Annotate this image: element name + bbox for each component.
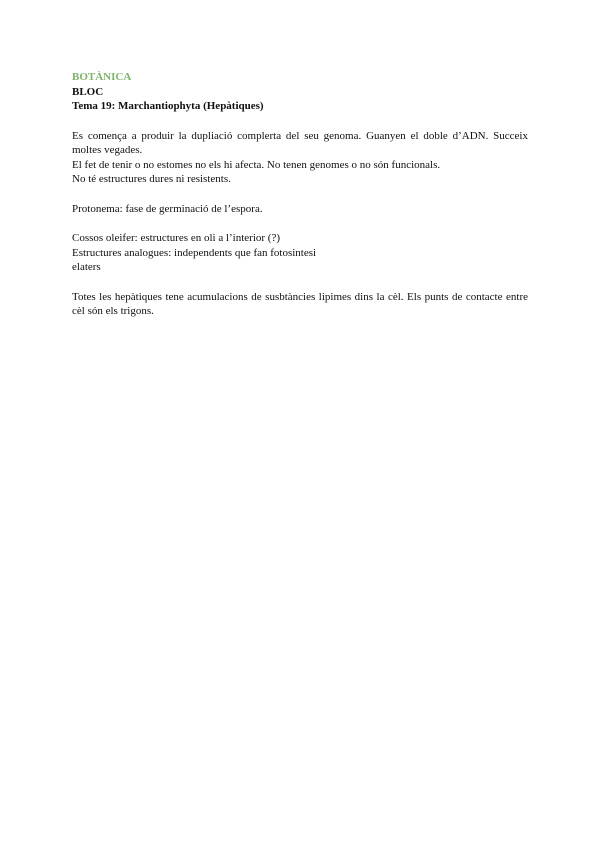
spacer xyxy=(72,216,528,231)
spacer xyxy=(72,187,528,202)
spacer xyxy=(72,275,528,290)
spacer xyxy=(72,114,528,129)
paragraph-genome-duplication: Es comença a produir la dupliació complerta del seu genoma. Guanyen el doble d’ADN. Succeix moltes vegades. xyxy=(72,129,528,156)
paragraph-oil-bodies: Cossos oleifer: estructures en oli a l’interior (?) xyxy=(72,232,281,244)
paragraph-structures: No té estructures dures ni resistents. xyxy=(72,173,231,185)
paragraph-analogous-structures: Estructures analogues: independents que fan fotosintesi xyxy=(72,246,317,259)
subject-heading: BOTÀNICA xyxy=(72,71,132,83)
document-body xyxy=(72,70,528,319)
paragraph-lipid-accumulation: Totes les hepàtiques tene acumulacions de susbtàncies lipimes dins la cèl. Els punts de contacte entre cèl són els trigons. xyxy=(72,290,528,317)
topic-heading: Tema 19: Marchantiophyta (Hepàtiques) xyxy=(72,100,264,112)
paragraph-stomata: El fet de tenir o no estomes no els hi afecta. No tenen genomes o no són funcionals. xyxy=(72,158,441,171)
block-heading: BLOC xyxy=(72,85,104,98)
paragraph-protonema: Protonema: fase de germinació de l’espora. xyxy=(72,202,263,215)
paragraph-elaters: elaters xyxy=(72,261,101,273)
